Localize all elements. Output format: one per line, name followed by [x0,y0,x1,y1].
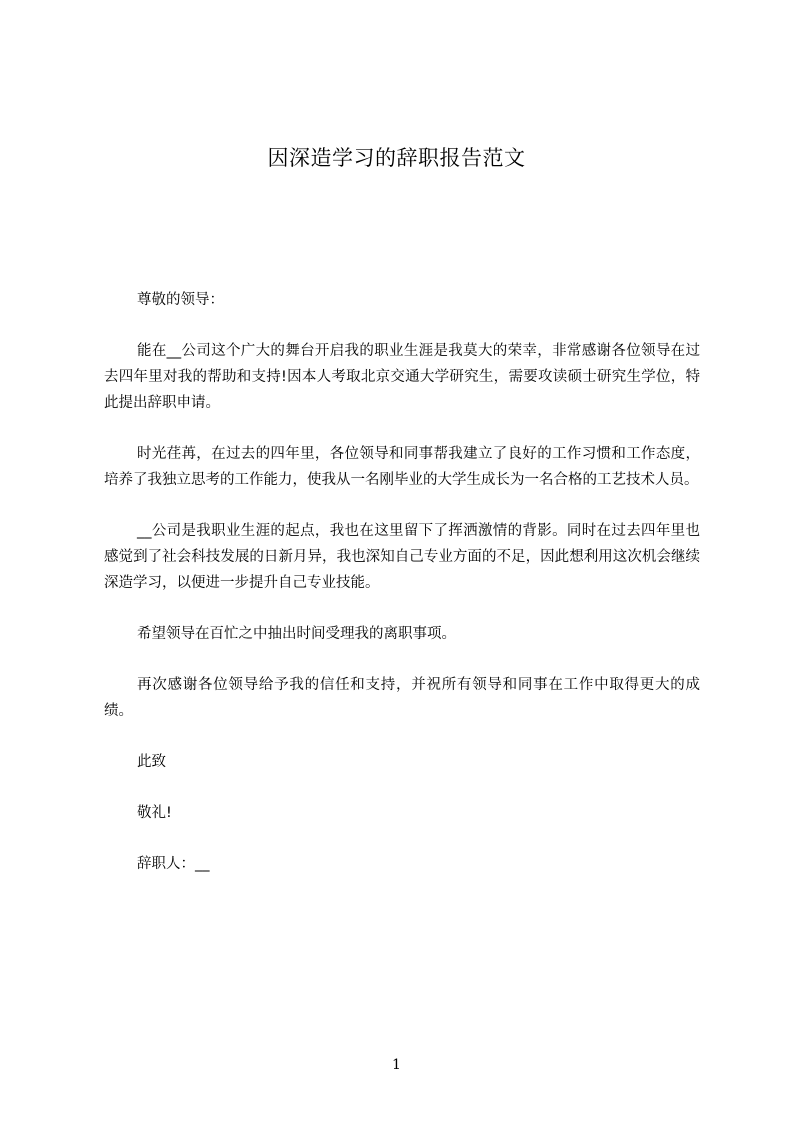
document-title: 因深造学习的辞职报告范文 [267,146,526,170]
signature: 辞职人：__ [137,856,210,872]
paragraph-3: __公司是我职业生涯的起点，我也在这里留下了挥洒激情的背影。同时在过去四年里也感觉到了社会科技发展的日新月异，我也深知自己专业方面的不足，因此想利用这次机会继续深造学习，以便进一步提升自己专业技能。 [104,523,700,591]
paragraph-4: 希望领导在百忙之中抽出时间受理我的离职事项。 [137,626,456,642]
closing: 此致 [137,754,166,770]
page-number: 1 [392,1057,401,1073]
document-body [104,287,700,877]
paragraph-1: 能在__公司这个广大的舞台开启我的职业生涯是我莫大的荣幸，非常感谢各位领导在过去四年里对我的帮助和支持!因本人考取北京交通大学研究生，需要攻读硕士研究生学位，特此提出辞职申请。 [104,343,700,411]
salutation: 尊敬的领导： [137,292,224,308]
paragraph-2: 时光荏苒，在过去的四年里，各位领导和同事帮我建立了良好的工作习惯和工作态度，培养了我独立思考的工作能力，使我从一名刚毕业的大学生成长为一名合格的工艺技术人员。 [104,446,700,488]
paragraph-5: 再次感谢各位领导给予我的信任和支持，并祝所有领导和同事在工作中取得更大的成绩。 [104,677,700,719]
regards: 敬礼! [137,805,172,821]
